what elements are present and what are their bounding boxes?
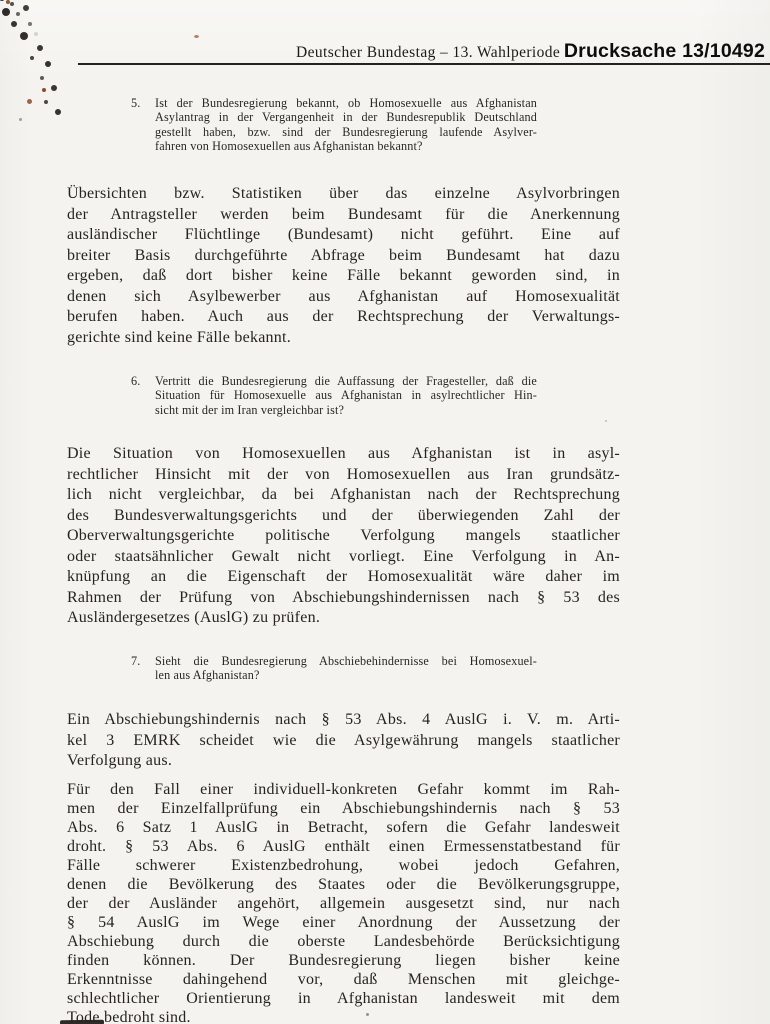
scan-speck: [27, 99, 32, 104]
question-number: 6.: [131, 374, 141, 388]
text-line: ausländischer Flüchtlinge (Bundesamt) nicht geführt. Eine auf: [67, 226, 620, 243]
text-line: lich nicht vergleichbar, da bei Afghanistan nach der Rechtsprechung: [67, 486, 620, 503]
question-number: 5.: [131, 96, 141, 110]
text-line: gestellt haben, bzw. sind der Bundesregierung laufende Asylver-: [155, 124, 537, 139]
question-block-7: [131, 654, 537, 683]
text-line: Ausländergesetzes (AuslG) zu prüfen.: [67, 609, 321, 626]
text-line: berufen haben. Auch aus der Rechtsprechung der Verwaltungs-: [67, 308, 620, 325]
scan-speck: [605, 420, 607, 422]
text-line: ergeben, daß dort bisher keine Fälle bekannt geworden sind, in: [67, 267, 620, 284]
text-line: Abschiebung durch die oberste Landesbehörde Berücksichtigung: [67, 933, 620, 950]
doc-label: Drucksache: [563, 40, 683, 62]
text-line: droht. § 53 Abs. 6 AuslG enthält einen Ermessenstatbestand für: [67, 838, 620, 855]
text-line: Sieht die Bundesregierung Abschiebehindernisse bei Homosexuel-: [155, 654, 537, 668]
text-line: finden können. Der Bundesregierung liegen bisher keine: [67, 952, 620, 969]
text-line: knüpfung an die Eigenschaft der Homosexualität wäre daher im: [67, 568, 620, 585]
text-line: men der Einzelfallprüfung ein Abschiebungshindernis nach § 53: [67, 800, 620, 817]
text-line: gerichte sind keine Fälle bekannt.: [67, 328, 291, 346]
text-line: kel 3 EMRK scheidet wie die Asylgewährung mangels staatlicher: [67, 731, 620, 749]
header-journal-line: Deutscher Bundestag – 13. Wahlperiode: [296, 44, 561, 61]
text-line: schlechtlicher Orientierung in Afghanistan landesweit mit dem: [67, 990, 620, 1007]
question-block-6: [131, 374, 537, 417]
question-block-5: [131, 96, 537, 154]
text-line: len aus Afghanistan?: [155, 668, 260, 683]
text-line: Verfolgung aus.: [67, 752, 173, 769]
answer-paragraph-2: [67, 444, 620, 629]
header-rule: [78, 63, 770, 65]
text-line: Ist der Bundesregierung bekannt, ob Homosexuelle aus Afghanistan: [155, 96, 537, 110]
answer-paragraph-3: [67, 710, 620, 772]
text-line: Abs. 6 Satz 1 AuslG in Betracht, sofern die Gefahr landesweit: [67, 819, 620, 836]
text-line: Fälle schwerer Existenzbedrohung, wobei jedoch Gefahren,: [67, 857, 620, 874]
text-line: der Antragsteller werden beim Bundesamt für die Anerkennung: [67, 205, 620, 223]
text-line: Vertritt die Bundesregierung die Auffassung der Fragesteller, daß die: [155, 374, 537, 388]
question-number: 7.: [131, 654, 141, 668]
question-text: [155, 96, 537, 154]
text-line: des Bundesverwaltungsgerichts und der überwiegenden Zahl der: [67, 506, 620, 524]
text-line: Tode bedroht sind.: [67, 1009, 191, 1024]
doc-number: 13/10492: [682, 40, 765, 62]
text-line: sicht mit der im Iran vergleichbar ist?: [155, 402, 345, 417]
text-line: Oberverwaltungsgerichte politische Verfolgung mangels staatlicher: [67, 527, 620, 544]
text-line: § 54 AuslG im Wege einer Anordnung der Aussetzung der: [67, 914, 620, 931]
scan-speck: [194, 35, 199, 38]
text-line: oder staatsähnlicher Gewalt nicht vorliegt. Eine Verfolgung in An-: [67, 547, 620, 565]
question-text: [155, 654, 537, 683]
text-line: Asylantrag in der Vergangenheit in der Bundesrepublik Deutschland: [155, 110, 537, 125]
text-line: Ein Abschiebungshindernis nach § 53 Abs. 4 AuslG i. V. m. Arti-: [67, 711, 620, 728]
text-line: fahren von Homosexuellen aus Afghanistan bekannt?: [155, 139, 423, 154]
text-line: Übersichten bzw. Statistiken über das einzelne Asylvorbringen: [67, 185, 620, 202]
text-line: breiter Basis durchgeführte Abfrage beim Bundesamt hat dazu: [67, 246, 620, 264]
text-line: Situation für Homosexuelle aus Afghanistan in asylrechtlicher Hin-: [155, 388, 537, 403]
question-text: [155, 374, 537, 417]
text-line: Für den Fall einer individuell-konkreten Gefahr kommt im Rah-: [67, 781, 620, 798]
text-line: Erkenntnisse dahingehend vor, daß Menschen mit gleichge-: [67, 971, 620, 988]
text-line: denen die Bevölkerung des Staates oder die Bevölkerungsgruppe,: [67, 876, 620, 893]
text-line: der der Ausländer angehört, allgemein ausgesetzt sind, nur nach: [67, 895, 620, 912]
header-doc-reference: [564, 40, 765, 63]
text-line: denen sich Asylbewerber aus Afghanistan auf Homosexualität: [67, 287, 620, 305]
answer-paragraph-1: [67, 184, 620, 348]
answer-paragraph-4: [67, 780, 620, 1024]
text-line: rechtlicher Hinsicht mit der von Homosexuellen aus Iran grundsätz-: [67, 465, 620, 483]
text-line: Rahmen der Prüfung von Abschiebungshindernissen nach § 53 des: [67, 588, 620, 606]
text-line: Die Situation von Homosexuellen aus Afghanistan ist in asyl-: [67, 445, 620, 462]
